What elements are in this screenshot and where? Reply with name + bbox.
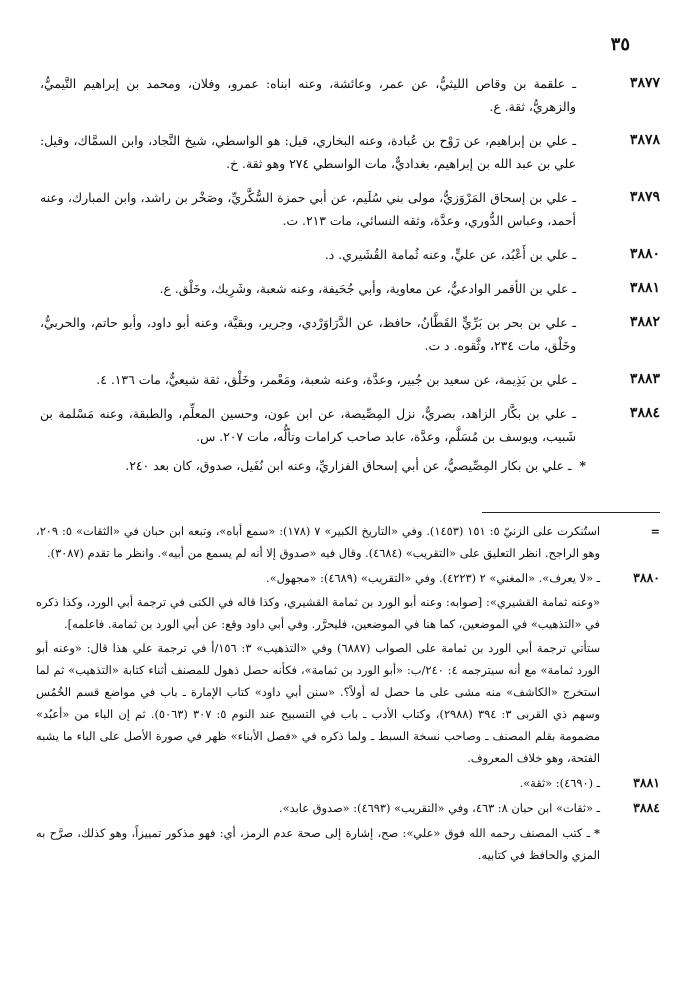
entry-text: ـ علقمة بن وقاص الليثيُّ، عن عمر، وعائشة، وعنه ابناه: عمرو، وفلان، ومحمد بن إبراهيم التَّيميُّ، والزهريُّ، ثقة. ع. [40, 76, 576, 114]
entry-text: ـ علي بن إسحاق المَرْوَزيُّ، مولى بني سُلَيم، عن أبي حمزة السُّكَّريِّ، وصَخْر بن راشد، وابن المبارك، وعنه أحمد، وعباس الدُّوري، وعدَّة، وثقه النسائي، مات ٢١٣. ت. [40, 190, 576, 228]
footnote-star-text: ـ كتب المصنف رحمه الله فوق «علي»: صح، إشارة إلى صحة عدم الرمز، أي: فهو مذكور تمييزاً، وهو كذلك، صرَّح به المزي والحافظ في كتابيه. [36, 826, 600, 862]
footnote-3884 [36, 797, 660, 819]
footnote-number: ٣٨٨١ [633, 775, 660, 790]
entry-3884 [40, 402, 660, 448]
footnote-continuation [36, 520, 660, 564]
main-text [40, 72, 660, 477]
entry-text: ـ علي بن إبراهيم، عن رَوْح بن عُبادة، وعنه البخاري، قيل: هو الواسطي، شيخ النَّجاد، وابن السمَّاك، وقيل: علي بن عبد الله بن إبراهيم، بغداديٌّ، مات الواسطي ٢٧٤ وهو ثقة. خ. [40, 133, 576, 171]
footnote-3881 [36, 772, 660, 794]
page-number: ٣٥ [610, 34, 630, 55]
asterisk-mark: * [594, 826, 600, 840]
footnote-3880 [36, 567, 660, 769]
footnote-text: ـ «ثقات» ابن حبان ٨: ٤٦٣، وفي «التقريب» (٤٦٩٣): «صدوق عابد». [279, 801, 600, 815]
entry-number: ٣٨٧٩ [629, 189, 660, 205]
entry-number: ٣٨٧٧ [629, 75, 660, 91]
footnote-number: ٣٨٨٤ [633, 800, 660, 815]
footnote-text: ـ (٤٦٩٠): «ثقة». [519, 776, 600, 790]
entry-text: ـ علي بن بكَّار الزاهد، بصريٌّ، نزل المِصِّيصة، عن ابن عون، وحسين المعلِّم، والطبقة، وعنه مَسْلمة بن شَبيب، ويوسف بن مُسَلَّم، وعدَّة، عابد صاحب كرامات وتألُّه، مات ٢٠٧. س. [40, 406, 576, 444]
continuation-marker: = [650, 524, 660, 538]
entry-3879 [40, 186, 660, 232]
entry-number: ٣٨٨١ [629, 280, 660, 296]
footnote-text [36, 822, 600, 866]
entry-3880 [40, 243, 660, 266]
addition-text: ـ علي بن بكار المِصِّيصيُّ، عن أبي إسحاق الفزاريِّ، وعنه ابن نُفَيل، صدوق، كان بعد ٢٤٠. [125, 458, 572, 473]
entry-number: ٣٨٨٠ [629, 246, 660, 262]
entry-3878 [40, 129, 660, 175]
entry-text: ـ علي بن أَعْبُد، عن عليٍّ، وعنه ثُمامة القُشَيري. د. [324, 247, 576, 262]
entry-number: ٣٨٨٣ [629, 371, 660, 387]
footnote-separator [482, 512, 660, 513]
footnote-text: استُنكرت على الزنيّ ٥: ١٥١ (١٤٥٣). وفي «التاريخ الكبير» ٧ (١٧٨): «سمع أباه»، وتبعه ابن حبان في «الثقات» ٥: ٢٠٩، وهو الراجح. انظر التعليق على «التقريب» (٤٦٨٤). وقال فيه «صدوق إلا أنه لم يسمع من أبيه». وانظر ما تقدم (٣٠٨٧). [36, 524, 601, 560]
entry-text: ـ علي بن بحر بن بَرِّيٍّ القَطَّانُ، حافظ، عن الدَّرَاوَرْدي، وجرير، وبقيَّة، وعنه أبو داود، وأبو حاتم، والحربيُّ، وخَلْق، مات ٢٣٤، وثَّقوه. د ت. [40, 315, 576, 353]
entry-3877 [40, 72, 660, 118]
footnote-text: «وعنه ثمامة القشيري»: [صوابه: وعنه أبو الورد بن ثمامة القشيري، وكذا قاله في الكنى في ترجمة أبي الورد، وكذا ذكره في «التذهيب» في الموضعين، كما هنا في الموضعين، فليحرَّر. وفي أبي داود وقع: عن أبي الورد بن ثمامة. فاعلمه]. [36, 595, 600, 631]
entry-number: ٣٨٨٢ [629, 314, 660, 330]
entry-number: ٣٨٧٨ [629, 132, 660, 148]
entry-3881 [40, 277, 660, 300]
footnote-text: ـ «لا يعرف». «المغني» ٢ (٤٢٢٣). وفي «التقريب» (٤٦٨٩): «مجهول». [266, 571, 600, 585]
footnotes [36, 520, 660, 869]
entry-number: ٣٨٨٤ [629, 405, 660, 421]
footnote-number: ٣٨٨٠ [633, 570, 660, 585]
entry-3882 [40, 311, 660, 357]
entry-text: ـ علي بن الأقمر الوادعيُّ، عن معاوية، وأبي جُحَيفة، وعنه شعبة، وشَرِيك، وخَلْق. ع. [159, 281, 576, 296]
asterisk-mark: * [579, 458, 586, 473]
entry-text: ـ علي بن بَذِيمة، عن سعيد بن جُبير، وعدَّة، وعنه شعبة، ومَعْمر، وخَلْق، ثقة شيعيٌّ، مات ١٣٦. ٤. [96, 372, 576, 387]
entry-3883 [40, 368, 660, 391]
footnote-text: ستأتي ترجمة أبي الورد بن ثمامة على الصواب (٦٨٨٧) وفي «التذهيب» ٣: ١٥٦/أ في ترجمة علي هذا قال: «وعنه أبو الورد ثمامة» مع أنه سيترجمه ٤: ٢٤٠/ب: «أبو الورد بن ثمامة»، فكأنه حصل ذهول للمصنف أثناء كتابة «التذهيب» ثم لما استخرج «الكاشف» منه مشى على ما حصل له أولاً؟. «سنن أبي داود» كتاب الإمارة ـ باب في مواضع قسم الخُمُس وسهم ذي القربى ٣: ٣٩٤ (٢٩٨٨)، وكتاب الأدب ـ باب في التسبيح عند النوم ٥: ٣٠٧ (٥٠٦٣). ثم إن الباء من «أعبُد» مضمومة بقلم المصنف ـ وصاحب نسخة السبط ـ ولما ذكره في «فصل الأبناء» ظهر في صورة الأصل على الباء ما يشبه الفتحة، وهو خلاف المعروف. [36, 641, 600, 765]
addition-entry [40, 455, 660, 477]
footnote-star [36, 822, 660, 866]
